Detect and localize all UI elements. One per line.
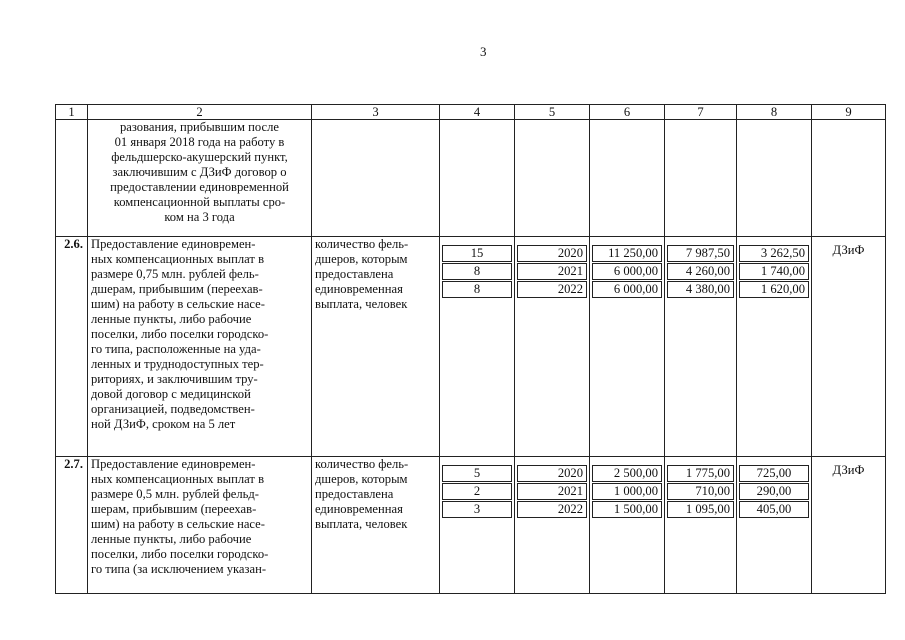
year-value: 2021	[517, 263, 587, 280]
federal-value: 1 775,00	[667, 465, 734, 482]
qty-cell	[440, 237, 515, 457]
federal-cell	[665, 457, 737, 594]
qty-value: 8	[442, 263, 512, 280]
column-number-row	[56, 105, 886, 120]
regional-value: 405,00	[739, 501, 809, 518]
col-header-9: 9	[812, 105, 886, 120]
year-value: 2021	[517, 483, 587, 500]
year-value: 2022	[517, 501, 587, 518]
total-value: 1 500,00	[592, 501, 662, 518]
regional-value: 1 740,00	[739, 263, 809, 280]
federal-value: 4 260,00	[667, 263, 734, 280]
measure-description: Предоставление единовремен- ных компенсационных выплат в размере 0,75 млн. рублей фель- дшерам, прибывшим (переехав- шим) на работу в сельские насе- ленные пункты, либо рабочие поселки, либо поселки городско- го типа, расположенные на уда- ленных и труднодоступных тер- риториях, и заключившим тру- довой договор с медицинской организацией, подведомствен- ной ДЗиФ, сроком на 5 лет	[88, 237, 312, 457]
regional-value: 290,00	[739, 483, 809, 500]
col-header-5: 5	[515, 105, 590, 120]
col-header-2: 2	[88, 105, 312, 120]
table-row	[56, 457, 886, 594]
federal-value: 1 095,00	[667, 501, 734, 518]
measures-table	[55, 104, 886, 594]
responsible-executor: ДЗиФ	[812, 237, 886, 457]
total-value: 1 000,00	[592, 483, 662, 500]
col-header-3: 3	[312, 105, 440, 120]
qty-value: 2	[442, 483, 512, 500]
year-cell	[515, 457, 590, 594]
federal-value: 4 380,00	[667, 281, 734, 298]
year-value: 2022	[517, 281, 587, 298]
regional-value: 3 262,50	[739, 245, 809, 262]
regional-cell	[737, 237, 812, 457]
year-cell	[515, 237, 590, 457]
page-number: 3	[480, 44, 487, 59]
federal-value: 7 987,50	[667, 245, 734, 262]
continuation-row	[56, 120, 886, 237]
federal-value: 710,00	[667, 483, 734, 500]
qty-value: 15	[442, 245, 512, 262]
regional-value: 725,00	[739, 465, 809, 482]
indicator-text: количество фель- дшеров, которым предоставлена единовременная выплата, человек	[312, 237, 440, 457]
regional-cell	[737, 457, 812, 594]
year-value: 2020	[517, 465, 587, 482]
total-cell	[590, 457, 665, 594]
table-row	[56, 237, 886, 457]
col-header-4: 4	[440, 105, 515, 120]
regional-value: 1 620,00	[739, 281, 809, 298]
qty-value: 5	[442, 465, 512, 482]
row-number: 2.7.	[56, 457, 88, 594]
federal-cell	[665, 237, 737, 457]
total-value: 2 500,00	[592, 465, 662, 482]
total-cell	[590, 237, 665, 457]
qty-cell	[440, 457, 515, 594]
col-header-1: 1	[56, 105, 88, 120]
row-number: 2.6.	[56, 237, 88, 457]
continuation-text: разования, прибывшим после 01 января 2018 года на работу в фельдшерско-акушерский пункт, заключившим с ДЗиФ договор о предоставлении единовременной компенсационной выплаты сро- ком на 3 года	[88, 120, 312, 237]
col-header-7: 7	[665, 105, 737, 120]
year-value: 2020	[517, 245, 587, 262]
indicator-text: количество фель- дшеров, которым предоставлена единовременная выплата, человек	[312, 457, 440, 594]
responsible-executor: ДЗиФ	[812, 457, 886, 594]
total-value: 11 250,00	[592, 245, 662, 262]
col-header-6: 6	[590, 105, 665, 120]
measure-description: Предоставление единовремен- ных компенсационных выплат в размере 0,5 млн. рублей фельд- шерам, прибывшим (переехав- шим) на работу в сельские насе- ленные пункты, либо рабочие поселки, либо поселки городско- го типа (за исключением указан-	[88, 457, 312, 594]
total-value: 6 000,00	[592, 263, 662, 280]
qty-value: 8	[442, 281, 512, 298]
qty-value: 3	[442, 501, 512, 518]
col-header-8: 8	[737, 105, 812, 120]
total-value: 6 000,00	[592, 281, 662, 298]
